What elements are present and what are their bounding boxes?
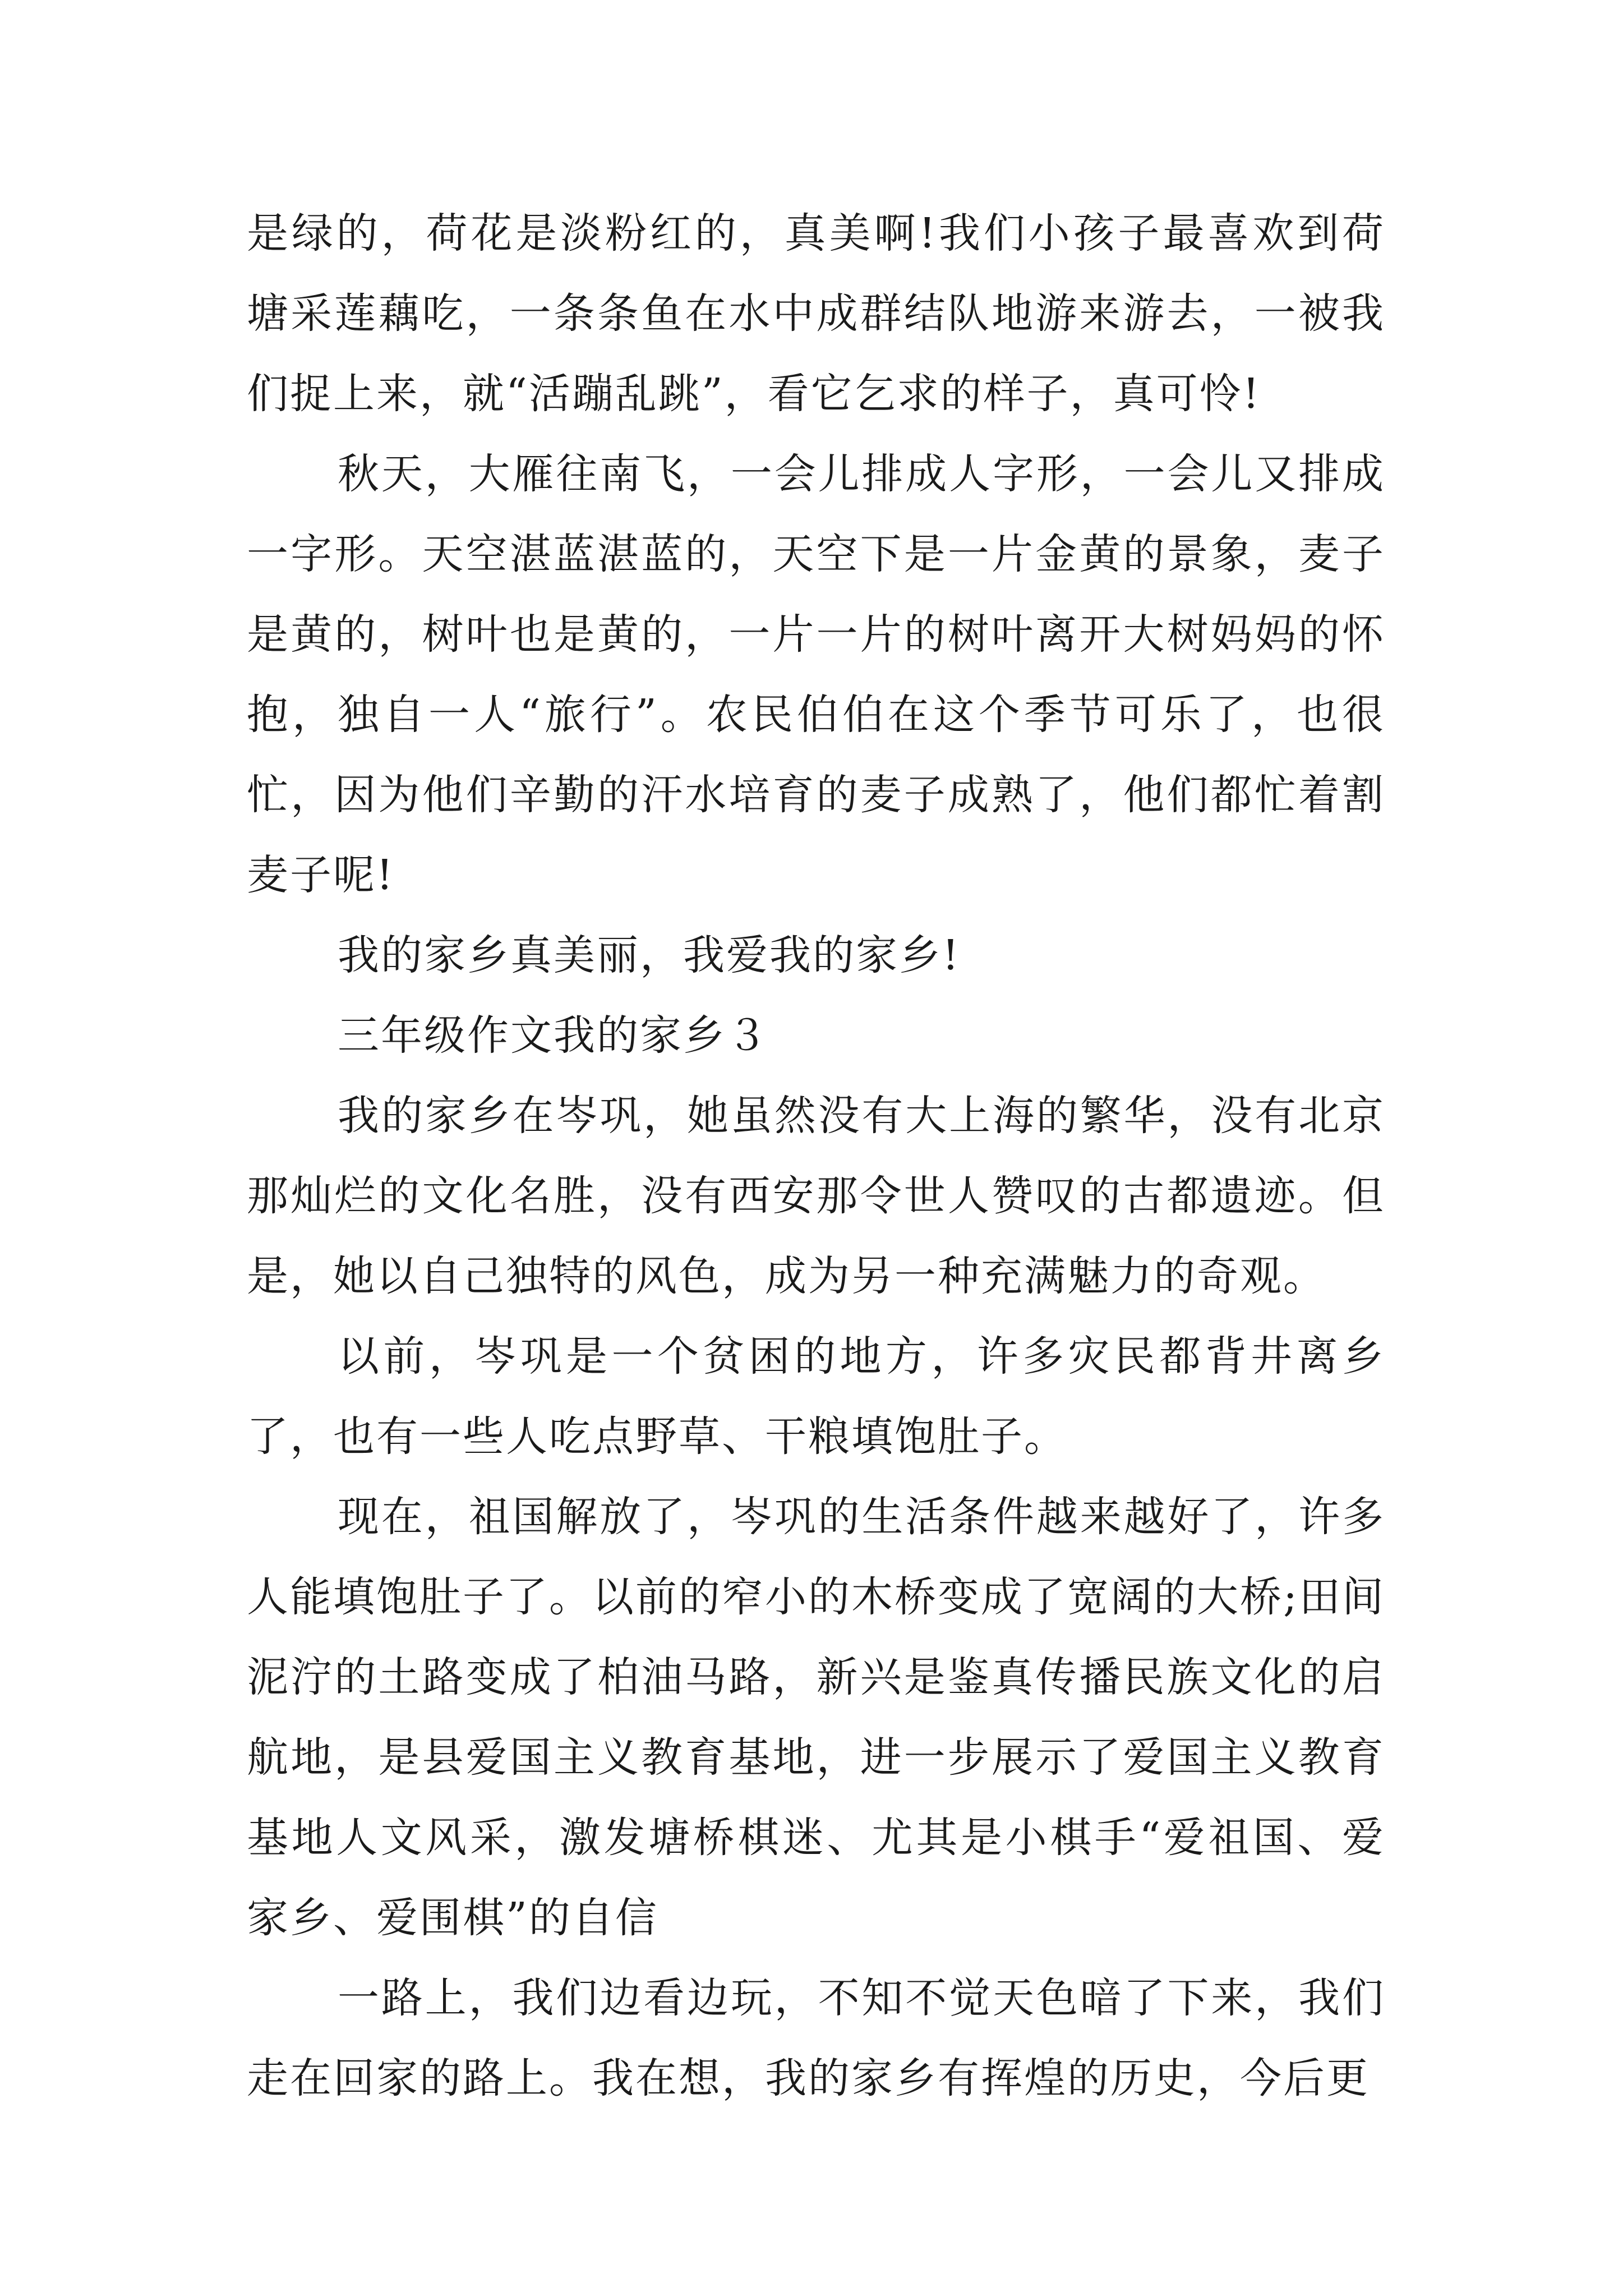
paragraph-intro-cengong: 我的家乡在岑巩，她虽然没有大上海的繁华，没有北京那灿烂的文化名胜，没有西安那令世人赞叹的古都遗迹。但是，她以自己独特的风色，成为另一种充满魅力的奇观。: [247, 1092, 1385, 1300]
paragraph-autumn: 秋天，大雁往南飞，一会儿排成人字形，一会儿又排成一字形。天空湛蓝湛蓝的，天空下是一片金黄的景象，麦子是黄的，树叶也是黄的，一片一片的树叶离开大树妈妈的怀抱，独自一人“旅行”。农民伯伯在这个季节可乐了，也很忙，因为他们辛勤的汗水培育的麦子成熟了，他们都忙着割麦子呢!: [247, 450, 1385, 899]
document-body: [247, 194, 1385, 2119]
paragraph-present: 现在，祖国解放了，岑巩的生活条件越来越好了，许多人能填饱肚子了。以前的窄小的木桥变成了宽阔的大桥;田间泥泞的土路变成了柏油马路，新兴是鉴真传播民族文化的启航地，是县爱国主义教育基地，进一步展示了爱国主义教育基地人文风采，激发塘桥棋迷、尤其是小棋手“爱祖国、爱家乡、爱围棋”的自信: [247, 1493, 1385, 1942]
paragraph-past: 以前，岑巩是一个贫困的地方，许多灾民都背井离乡了，也有一些人吃点野草、干粮填饱肚子。: [247, 1332, 1385, 1461]
paragraph-closing: 我的家乡真美丽，我爱我的家乡!: [338, 931, 961, 979]
essay-title: 三年级作文我的家乡３: [338, 1011, 769, 1060]
paragraph-summer-continued: 是绿的，荷花是淡粉红的，真美啊!我们小孩子最喜欢到荷塘采莲藕吃，一条条鱼在水中成群结队地游来游去，一被我们捉上来，就“活蹦乱跳”，看它乞求的样子，真可怜!: [247, 209, 1385, 418]
paragraph-walk-home: 一路上，我们边看边玩，不知不觉天色暗了下来，我们走在回家的路上。我在想，我的家乡有挥煌的历史，今后更: [247, 1974, 1385, 2102]
